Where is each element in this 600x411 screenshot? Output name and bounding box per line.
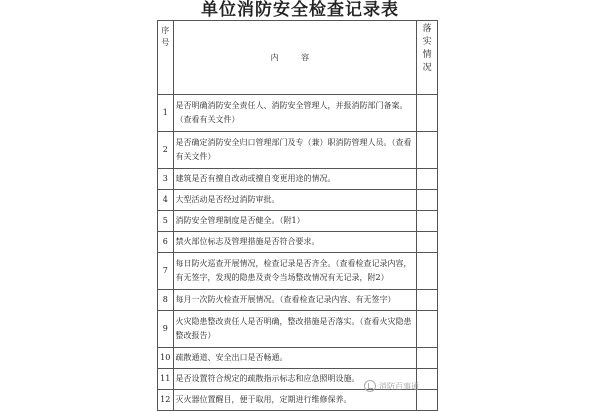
table-row xyxy=(158,211,438,232)
row-number: 1 xyxy=(158,95,174,132)
row-check-cell[interactable] xyxy=(417,190,438,211)
row-check-cell[interactable] xyxy=(417,348,438,369)
row-content: 建筑是否有擅自改动或擅自变更用途的情况。 xyxy=(173,169,417,190)
row-number: 8 xyxy=(158,290,174,311)
table-row xyxy=(158,390,438,411)
header-content: 内 容 xyxy=(173,21,417,95)
row-check-cell[interactable] xyxy=(417,290,438,311)
row-number: 11 xyxy=(158,369,174,390)
table-row xyxy=(158,232,438,253)
page-title: 单位消防安全检查记录表 xyxy=(201,0,399,20)
row-number: 3 xyxy=(158,169,174,190)
table-row xyxy=(158,132,438,169)
row-content: 消防安全管理制度是否健全。（附1） xyxy=(173,211,417,232)
header-number-label: 序号 xyxy=(161,26,170,47)
row-content: 大型活动是否经过消防审批。 xyxy=(173,190,417,211)
row-number: 7 xyxy=(158,253,174,290)
row-content: 灭火器位置醒目，便于取用，定期进行维修保养。 xyxy=(173,390,417,411)
row-check-cell[interactable] xyxy=(417,232,438,253)
row-number: 12 xyxy=(158,390,174,411)
table-row xyxy=(158,253,438,290)
row-check-cell[interactable] xyxy=(417,95,438,132)
row-check-cell[interactable] xyxy=(417,211,438,232)
table-row xyxy=(158,95,438,132)
row-check-cell[interactable] xyxy=(417,369,438,390)
row-number: 5 xyxy=(158,211,174,232)
row-content: 禁火部位标志及管理措施是否符合要求。 xyxy=(173,232,417,253)
table-row xyxy=(158,290,438,311)
row-content: 是否明确消防安全责任人、消防安全管理人，并报消防部门备案。（查看有关文件） xyxy=(173,95,417,132)
row-content: 火灾隐患整改责任人是否明确，整改措施是否落实。（查看火灾隐患整改报告） xyxy=(173,311,417,348)
inspection-table xyxy=(157,20,438,411)
header-check-label: 落实情况 xyxy=(422,24,432,73)
row-content: 每日防火巡查开展情况，检查记录是否齐全。（查看检查记录内容，有无签字，发现的隐患及责令当场整改情况有无记录，附2） xyxy=(173,253,417,290)
row-content: 是否设置符合规定的疏散指示标志和应急照明设施。 xyxy=(173,369,417,390)
row-number: 10 xyxy=(158,348,174,369)
table-row xyxy=(158,190,438,211)
row-check-cell[interactable] xyxy=(417,311,438,348)
header-number xyxy=(158,21,174,95)
row-number: 4 xyxy=(158,190,174,211)
watermark-text: 消防百事通 xyxy=(379,381,419,391)
row-content: 是否确定消防安全归口管理部门及专（兼）职消防管理人员。（查看有关文件） xyxy=(173,132,417,169)
wechat-logo-icon xyxy=(364,380,376,392)
table-row xyxy=(158,311,438,348)
table-row xyxy=(158,348,438,369)
table-row xyxy=(158,169,438,190)
table-header-row xyxy=(158,21,438,95)
row-check-cell[interactable] xyxy=(417,253,438,290)
header-check xyxy=(417,21,438,95)
row-check-cell[interactable] xyxy=(417,390,438,411)
row-number: 2 xyxy=(158,132,174,169)
row-check-cell[interactable] xyxy=(417,132,438,169)
row-number: 6 xyxy=(158,232,174,253)
row-content: 疏散通道、安全出口是否畅通。 xyxy=(173,348,417,369)
row-number: 9 xyxy=(158,311,174,348)
row-content: 每月一次防火检查开展情况。（查看检查记录内容、有无签字） xyxy=(173,290,417,311)
row-check-cell[interactable] xyxy=(417,169,438,190)
watermark xyxy=(364,380,419,392)
